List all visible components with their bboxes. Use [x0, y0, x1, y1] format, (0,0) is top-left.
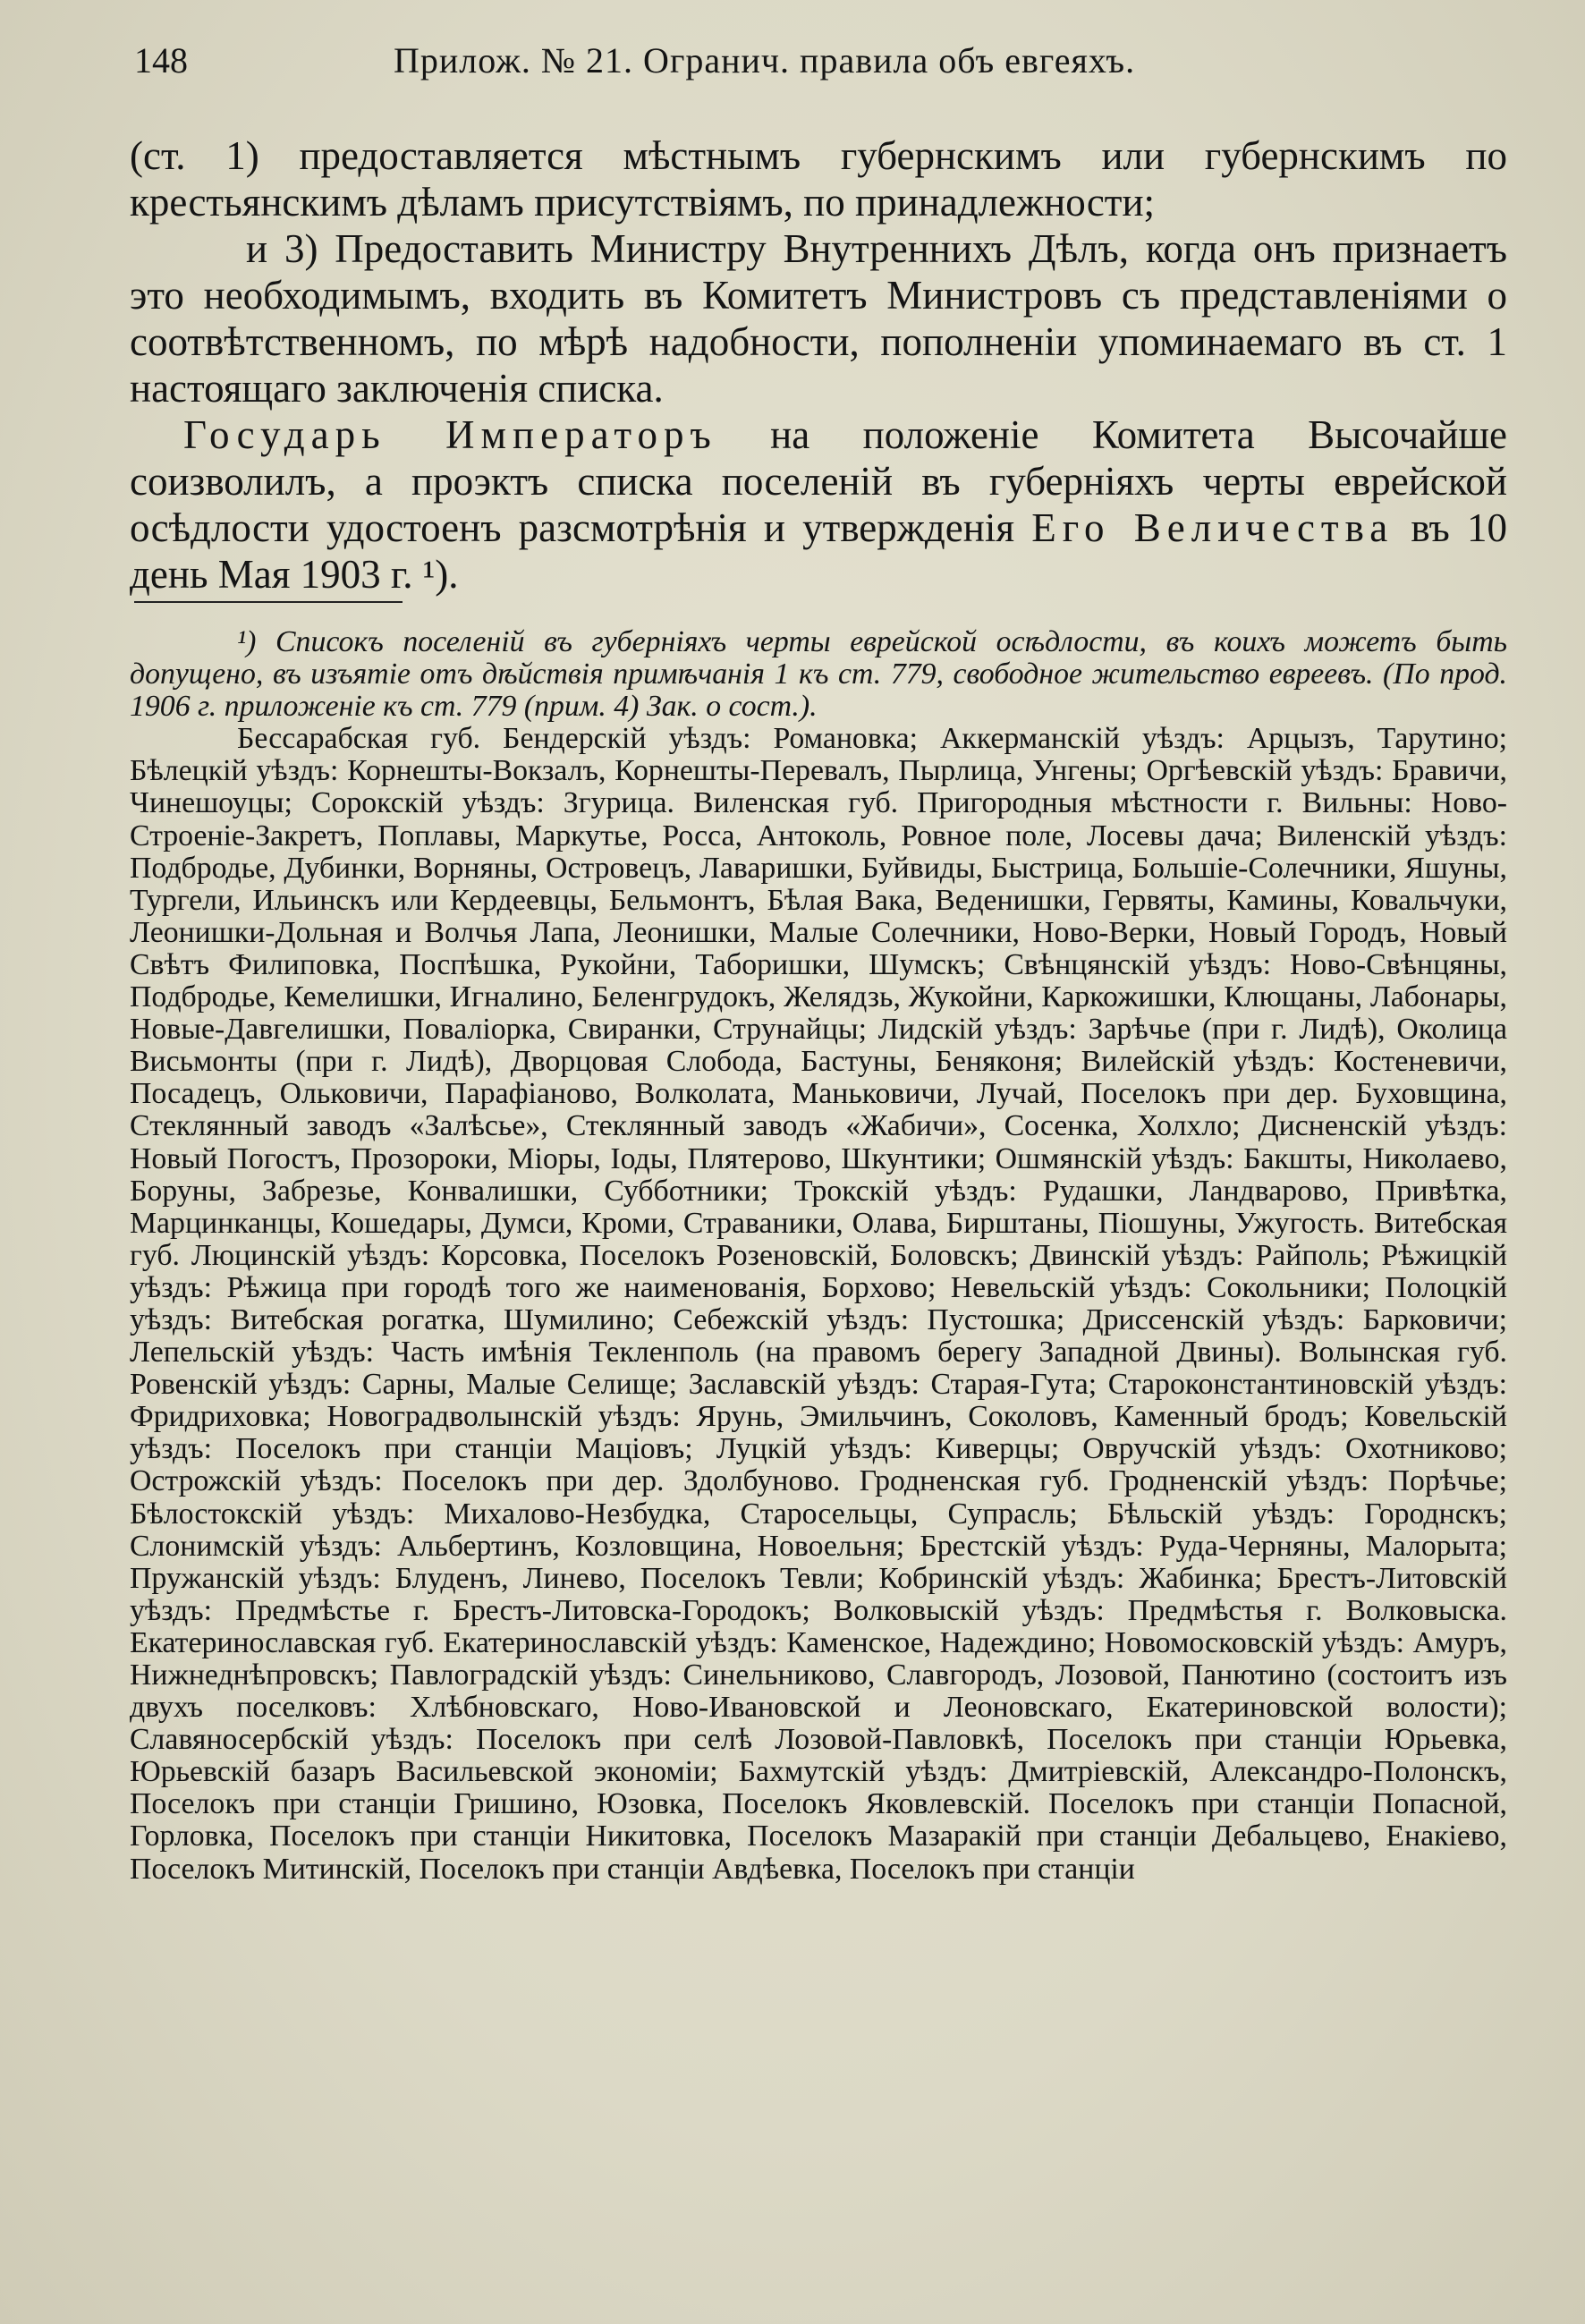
majesty-title: Его Величества: [1031, 505, 1394, 550]
running-title: Прилож. № 21. Огранич. правила объ евгеяхъ.: [394, 40, 1136, 81]
footnote-body: Бессарабская губ. Бендерскій уѣздъ: Романовка; Аккерманскій уѣздъ: Арцызъ, Тарутино; Бѣлецкій уѣздъ: Корнешты-Вокзалъ, Корнешты-Перевалъ, Пырлица, Унгены; Оргѣевскій уѣздъ: Бравичи, Чинешоуцы; Сорокскій уѣздъ: Згурица. Виленская губ. Пригородныя мѣстности г. Вильны: Ново-Строеніе-Закретъ, Поплавы, Маркутье, Росса, Антоколь, Ровное поле, Лосевы дача; Виленскій уѣздъ: Подбродье, Дубинки, Ворняны, Островецъ, Лаваришки, Буйвиды, Быстрица, Большіе-Солечники, Яшуны, Тургели, Ильинскъ или Кердеевцы, Бельмонтъ, Бѣлая Вака, Веденишки, Гервяты, Камины, Ковальчуки, Леонишки-Дольная и Волчья Лапа, Леонишки, Малые Солечники, Ново-Верки, Новый Городъ, Новый Свѣтъ Филиповка, Поспѣшка, Рукойни, Таборишки, Шумскъ; Свѣнцянскій уѣздъ: Ново-Свѣнцяны, Подбродье, Кемелишки, Игналино, Беленгрудокъ, Желядзь, Жукойни, Каркожишки, Клющаны, Лабонары, Новые-Давгелишки, Поваліорка, Свиранки, Струнайцы; Лидскій уѣздъ: Зарѣчье (при г. Лидѣ), Околица Висьмонты (при г. Лидѣ), Дворцовая Слобода, Бастуны, Беняконя; Вилейскій уѣздъ: Костеневичи, Посадецъ, Ольковичи, Парафіаново, Волколата, Маньковичи, Лучай, Поселокъ при дер. Буховщина, Стеклянный заводъ «Залѣсье», Стеклянный заводъ «Жабичи», Сосенка, Холхло; Дисненскій уѣздъ: Новый Погостъ, Прозороки, Міоры, Іоды, Плятерово, Шкунтики; Ошмянскій уѣздъ: Бакшты, Николаево, Боруны, Забрезье, Конвалишки, Субботники; Трокскій уѣздъ: Рудашки, Ландварово, Привѣтка, Марцинканцы, Кошедары, Думси, Кроми, Страваники, Олава, Бирштаны, Піошуны, Ужугость. Витебская губ. Люцинскій уѣздъ: Корсовка, Поселокъ Розеновскій, Боловскъ; Двинскій уѣздъ: Райполь; Рѣжицкій уѣздъ: Рѣжица при городѣ того же наименованія, Борхово; Невельскій уѣздъ: Сокольники; Полоцкій уѣздъ: Витебская рогатка, Шумилино; Себежскій уѣздъ: Пустошка; Дриссенскій уѣздъ: Барковичи; Лепельскій уѣздъ: Часть имѣнія Текленполь (на правомъ берегу Западной Двины). Волынская губ. Ровенскій уѣздъ: Сарны, Малые Селище; Заславскій уѣздъ: Старая-Гута; Староконстантиновскій уѣздъ: Фридриховка; Новоградволынскій уѣздъ: Ярунь, Эмильчинъ, Соколовъ, Каменный бродъ; Ковельскій уѣздъ: Поселокъ при станціи Маціовъ; Луцкій уѣздъ: Киверцы; Овручскій уѣздъ: Охотниково; Острожскій уѣздъ: Поселокъ при дер. Здолбуново. Гродненская губ. Гродненскій уѣздъ: Порѣчье; Бѣлостокскій уѣздъ: Михалово-Незбудка, Старосельцы, Супрасль; Бѣльскій уѣздъ: Городнскъ; Слонимскій уѣздъ: Альбертинъ, Козловщина, Новоельня; Брестскій уѣздъ: Руда-Черняны, Малорыта; Пружанскій уѣздъ: Блуденъ, Линево, Поселокъ Тевли; Кобринскій уѣздъ: Жабинка; Брестъ-Литовскій уѣздъ: Предмѣстье г. Брестъ-Литовска-Городокъ; Волковыскій уѣздъ: Предмѣстья г. Волковыска. Екатеринославская губ. Екатеринославскій уѣздъ: Каменское, Надеждино; Новомосковскій уѣздъ: Амуръ, Нижнеднѣпровскъ; Павлоградскій уѣздъ: Синельниково, Славгородъ, Лозовой, Панютино (состоитъ изъ двухъ поселковъ: Хлѣбновскаго, Ново-Ивановской и Леоновскаго, Екатериновской волости); Славяносербскій уѣздъ: Поселокъ при селѣ Лозовой-Павловкѣ, Поселокъ при станціи Юрьевка, Юрьевскій базаръ Васильевской экономіи; Бахмутскій уѣздъ: Дмитріевскій, Александро-Полонскъ, Поселокъ при станціи Гришино, Юзовка, Поселокъ Яковлевскій. Поселокъ при станціи Попасной, Горловка, Поселокъ при станціи Никитовка, Поселокъ Мазаракій при станціи Дебальцево, Енакіево, Поселокъ Митинскій, Поселокъ при станціи Авдѣевка, Поселокъ при станціи: [130, 722, 1507, 1886]
footnote-intro: ¹) Списокъ поселеній въ губерніяхъ черты еврейской осѣдлости, въ коихъ можетъ быть допущено, въ изъятіе отъ дѣйствія примѣчанія 1 къ ст. 779, свободное жительство евреевъ. (По прод. 1906 г. приложеніе къ ст. 779 (прим. 4) Зак. о сост.).: [130, 625, 1507, 724]
main-text: [130, 132, 1507, 598]
page-header: [134, 34, 1512, 88]
footnote-divider: [134, 601, 403, 603]
paragraph-1: (ст. 1) предоставляется мѣстнымъ губернскимъ или губернскимъ по крестьянскимъ дѣламъ присутствіямъ, по принадлежности;: [130, 133, 1507, 225]
paragraph-3: [130, 411, 1507, 598]
footnote: [130, 626, 1507, 1886]
page-number: 148: [134, 40, 188, 81]
paragraph-2: и 3) Предоставить Министру Внутреннихъ Дѣлъ, когда онъ признаетъ это необходимымъ, входить въ Комитетъ Министровъ съ представленіями о соотвѣтственномъ, по мѣрѣ надобности, пополненіи упоминаемаго въ ст. 1 настоящаго заключенія списка.: [130, 226, 1507, 411]
paragraph-3-text: на положеніе Комитета Высочайше соизволилъ, а проэктъ списка поселеній въ губерніяхъ черты еврейской осѣдлости удостоенъ разсмотрѣнія и утвержденія: [130, 412, 1507, 550]
emperor-title: Государь Императоръ: [183, 412, 717, 457]
paragraph-3-date: въ 10 день Мая 1903 г. ¹).: [130, 505, 1507, 597]
